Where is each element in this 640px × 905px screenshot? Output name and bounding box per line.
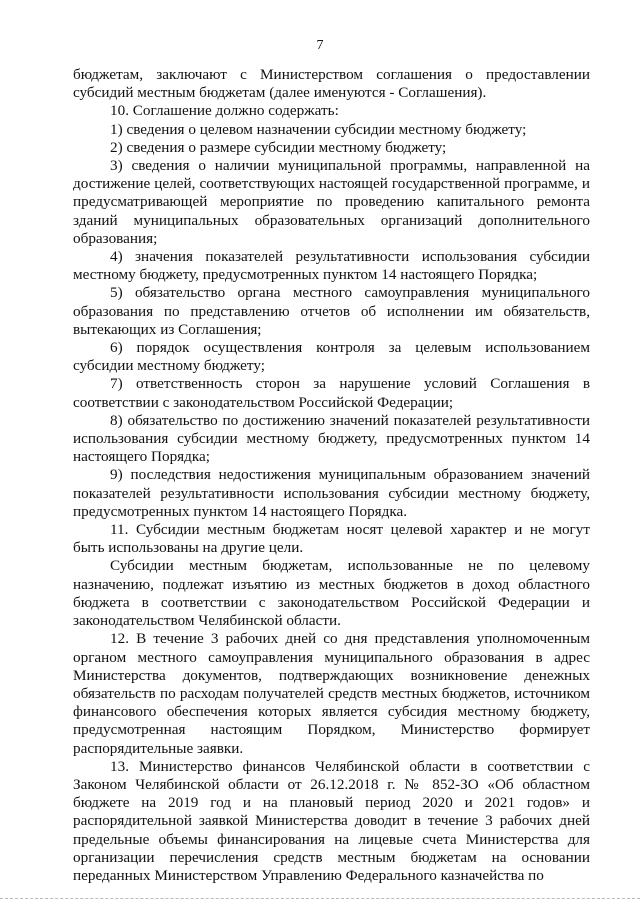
paragraph-item-2: 2) сведения о размере субсидии местному бюджету; bbox=[110, 138, 447, 156]
paragraph-continuation: бюджетам, заключают с Министерством соглашения о предоставлении субсидий местным бюджетам (далее именуются - Соглашения). bbox=[73, 66, 590, 102]
scan-edge-divider bbox=[0, 898, 640, 900]
paragraph-clause-13: 13. Министерство финансов Челябинской области в соответствии с Законом Челябинской области от 26.12.2018 г. № 852-ЗО «Об областном бюджете на 2019 год и на плановый период 2020 и 2021 годов» и распорядительной заявкой Министерства доводит в течение 3 рабочих дней предельные объемы финансирования на лицевые счета Министерства для организации перечисления средств местным бюджетам на основании переданных Министерством Управлению Федерального казначейства по bbox=[73, 757, 590, 884]
paragraph-clause-12: 12. В течение 3 рабочих дней со дня представления уполномоченным органом местного самоуправления муниципального образования в адрес Министерства документов, подтверждающих возникновение денежных обязательств по расходам получателей средств местных бюджетов, источником финансового обеспечения которых является субсидия местному бюджету, предусмотренная настоящим Порядком, Министерство формирует распорядительные заявки. bbox=[73, 630, 590, 757]
document-body bbox=[73, 66, 590, 885]
paragraph-item-5: 5) обязательство органа местного самоуправления муниципального образования по представлению отчетов об исполнении им обязательств, вытекающих из Соглашения; bbox=[73, 284, 590, 338]
paragraph-item-1: 1) сведения о целевом назначении субсидии местному бюджету; bbox=[110, 120, 527, 138]
paragraph-clause-10: 10. Соглашение должно содержать: bbox=[110, 102, 339, 120]
paragraph-clause-11: 11. Субсидии местным бюджетам носят целевой характер и не могут быть использованы на другие цели. bbox=[73, 521, 590, 557]
paragraph-misuse: Субсидии местным бюджетам, использованные не по целевому назначению, подлежат изъятию из местных бюджетов в доход областного бюджета в соответствии с законодательством Российской Федерации и законодательством Челябинской области. bbox=[73, 557, 590, 630]
page-number: 7 bbox=[316, 38, 324, 53]
paragraph-item-3: 3) сведения о наличии муниципальной программы, направленной на достижение целей, соответствующих настоящей государственной программе, и предусматривающей мероприятие по проведению капитального ремонта зданий муниципальных образовательных организаций дополнительного образования; bbox=[73, 157, 590, 247]
paragraph-item-7: 7) ответственность сторон за нарушение условий Соглашения в соответствии с законодательством Российской Федерации; bbox=[73, 375, 590, 411]
paragraph-item-8: 8) обязательство по достижению значений показателей результативности использования субсидии местному бюджету, предусмотренных пунктом 14 настоящего Порядка; bbox=[73, 411, 590, 466]
paragraph-item-6: 6) порядок осуществления контроля за целевым использованием субсидии местному бюджету; bbox=[73, 339, 590, 375]
paragraph-item-9: 9) последствия недостижения муниципальным образованием значений показателей результативности использования субсидии местному бюджету, предусмотренных пунктом 14 настоящего Порядка. bbox=[73, 466, 590, 520]
paragraph-item-4: 4) значения показателей результативности использования субсидии местному бюджету, предусмотренных пунктом 14 настоящего Порядка; bbox=[73, 248, 590, 284]
